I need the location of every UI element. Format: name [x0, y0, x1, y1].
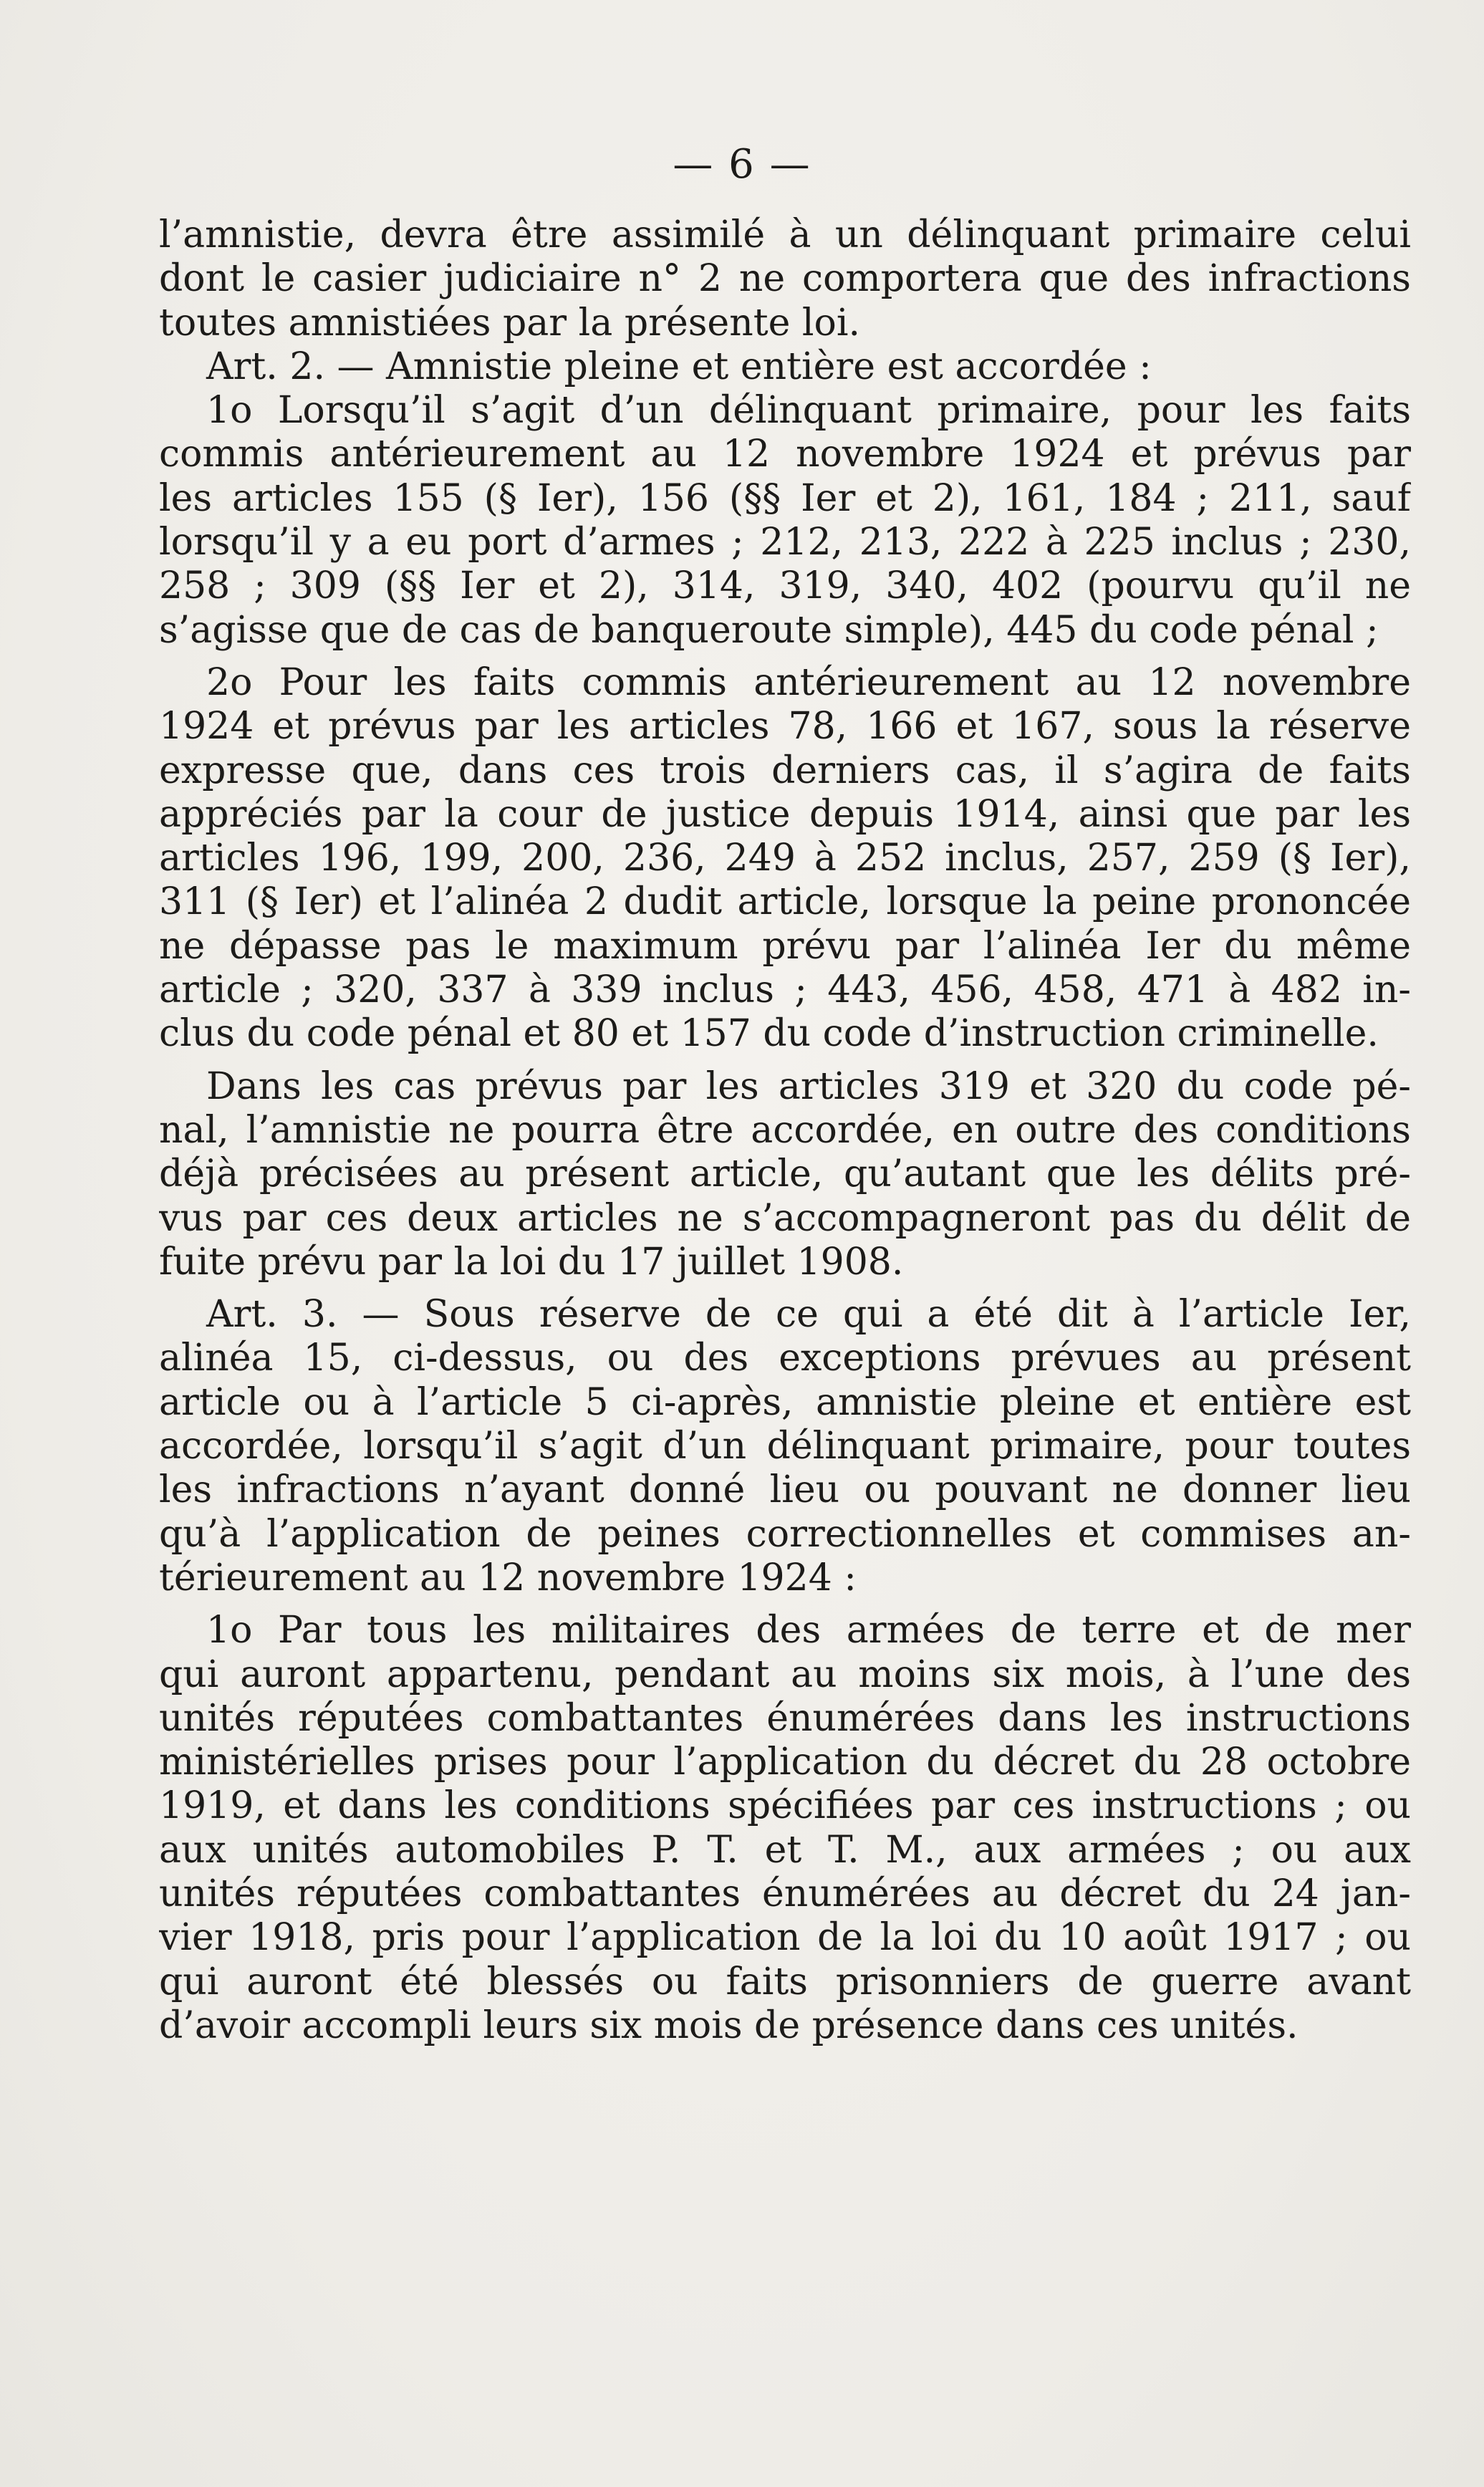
text-line: 1o Lorsqu’il s’agit d’un délinquant primaire, pour les faits	[206, 389, 1411, 433]
text-line: article ; 320, 337 à 339 inclus ; 443, 456, 458, 471 à 482 in-	[159, 968, 1411, 1012]
text-line: articles 196, 199, 200, 236, 249 à 252 inclus, 257, 259 (§ Ier),	[159, 837, 1411, 880]
text-line: accordée, lorsqu’il s’agit d’un délinquant primaire, pour toutes	[159, 1425, 1411, 1468]
text-line: commis antérieurement au 12 novembre 1924 et prévus par	[159, 433, 1411, 476]
paragraph	[159, 345, 1411, 389]
text-line: clus du code pénal et 80 et 157 du code d’instruction criminelle.	[159, 1012, 1379, 1056]
text-line: d’avoir accompli leurs six mois de présence dans ces unités.	[159, 2003, 1298, 2047]
paragraph	[159, 1293, 1411, 1600]
text-line: 2o Pour les faits commis antérieurement au 12 novembre	[206, 660, 1411, 704]
paragraph	[159, 1609, 1411, 2048]
text-line: alinéa 15, ci-dessus, ou des exceptions prévues au présent	[159, 1337, 1411, 1380]
text-line: les infractions n’ayant donné lieu ou pouvant ne donner lieu	[159, 1468, 1411, 1512]
text-line: ne dépasse pas le maximum prévu par l’alinéa Ier du même	[159, 924, 1411, 968]
document-body	[159, 213, 1411, 2048]
paragraph	[159, 213, 1411, 345]
text-line: 1o Par tous les militaires des armées de terre et de mer	[206, 1609, 1411, 1653]
text-line: les articles 155 (§ Ier), 156 (§§ Ier et 2), 161, 184 ; 211, sauf	[159, 476, 1411, 520]
text-line: dont le casier judiciaire n° 2 ne comportera que des infractions	[159, 257, 1411, 301]
text-line: Dans les cas prévus par les articles 319 et 320 du code pé-	[206, 1064, 1411, 1108]
text-line: vier 1918, pris pour l’application de la loi du 10 août 1917 ; ou	[159, 1916, 1411, 1960]
text-line: appréciés par la cour de justice depuis 1914, ainsi que par les	[159, 792, 1411, 836]
text-line: qui auront appartenu, pendant au moins six mois, à l’une des	[159, 1653, 1411, 1696]
text-line: déjà précisées au présent article, qu’autant que les délits pré-	[159, 1153, 1411, 1196]
text-line: 258 ; 309 (§§ Ier et 2), 314, 319, 340, 402 (pourvu qu’il ne	[159, 564, 1411, 608]
text-line: Art. 2. — Amnistie pleine et entière est accordée :	[206, 345, 1152, 388]
text-line: unités réputées combattantes énumérées dans les instructions	[159, 1696, 1411, 1740]
paragraph	[159, 389, 1411, 653]
text-line: 1924 et prévus par les articles 78, 166 et 167, sous la réserve	[159, 705, 1411, 749]
paragraph	[159, 1065, 1411, 1284]
text-line: expresse que, dans ces trois derniers cas, il s’agira de faits	[159, 749, 1411, 792]
text-line: ministérielles prises pour l’application du décret du 28 octobre	[159, 1741, 1411, 1784]
text-line: article ou à l’article 5 ci-après, amnistie pleine et entière est	[159, 1380, 1411, 1424]
text-line: 311 (§ Ier) et l’alinéa 2 dudit article, lorsque la peine prononcée	[159, 880, 1411, 924]
text-line: s’agisse que de cas de banqueroute simple), 445 du code pénal ;	[159, 608, 1379, 652]
text-line: vus par ces deux articles ne s’accompagneront pas du délit de	[159, 1196, 1411, 1240]
text-line: 1919, et dans les conditions spécifiées par ces instructions ; ou	[159, 1784, 1411, 1828]
text-line: lorsqu’il y a eu port d’armes ; 212, 213, 222 à 225 inclus ; 230,	[159, 521, 1411, 564]
text-line: unités réputées combattantes énumérées au décret du 24 jan-	[159, 1872, 1411, 1915]
text-line: qui auront été blessés ou faits prisonniers de guerre avant	[159, 1960, 1411, 2003]
page-number: — 6 —	[673, 141, 811, 188]
text-line: Art. 3. — Sous réserve de ce qui a été dit à l’article Ier,	[206, 1293, 1411, 1337]
paragraph	[159, 661, 1411, 1057]
text-line: fuite prévu par la loi du 17 juillet 1908.	[159, 1240, 904, 1284]
text-line: qu’à l’application de peines correctionnelles et commises an-	[159, 1512, 1411, 1556]
text-line: aux unités automobiles P. T. et T. M., aux armées ; ou aux	[159, 1828, 1411, 1872]
text-line: nal, l’amnistie ne pourra être accordée, en outre des conditions	[159, 1108, 1411, 1152]
text-line: térieurement au 12 novembre 1924 :	[159, 1556, 857, 1600]
text-line: toutes amnistiées par la présente loi.	[159, 301, 860, 345]
text-line: l’amnistie, devra être assimilé à un délinquant primaire celui	[159, 213, 1411, 256]
